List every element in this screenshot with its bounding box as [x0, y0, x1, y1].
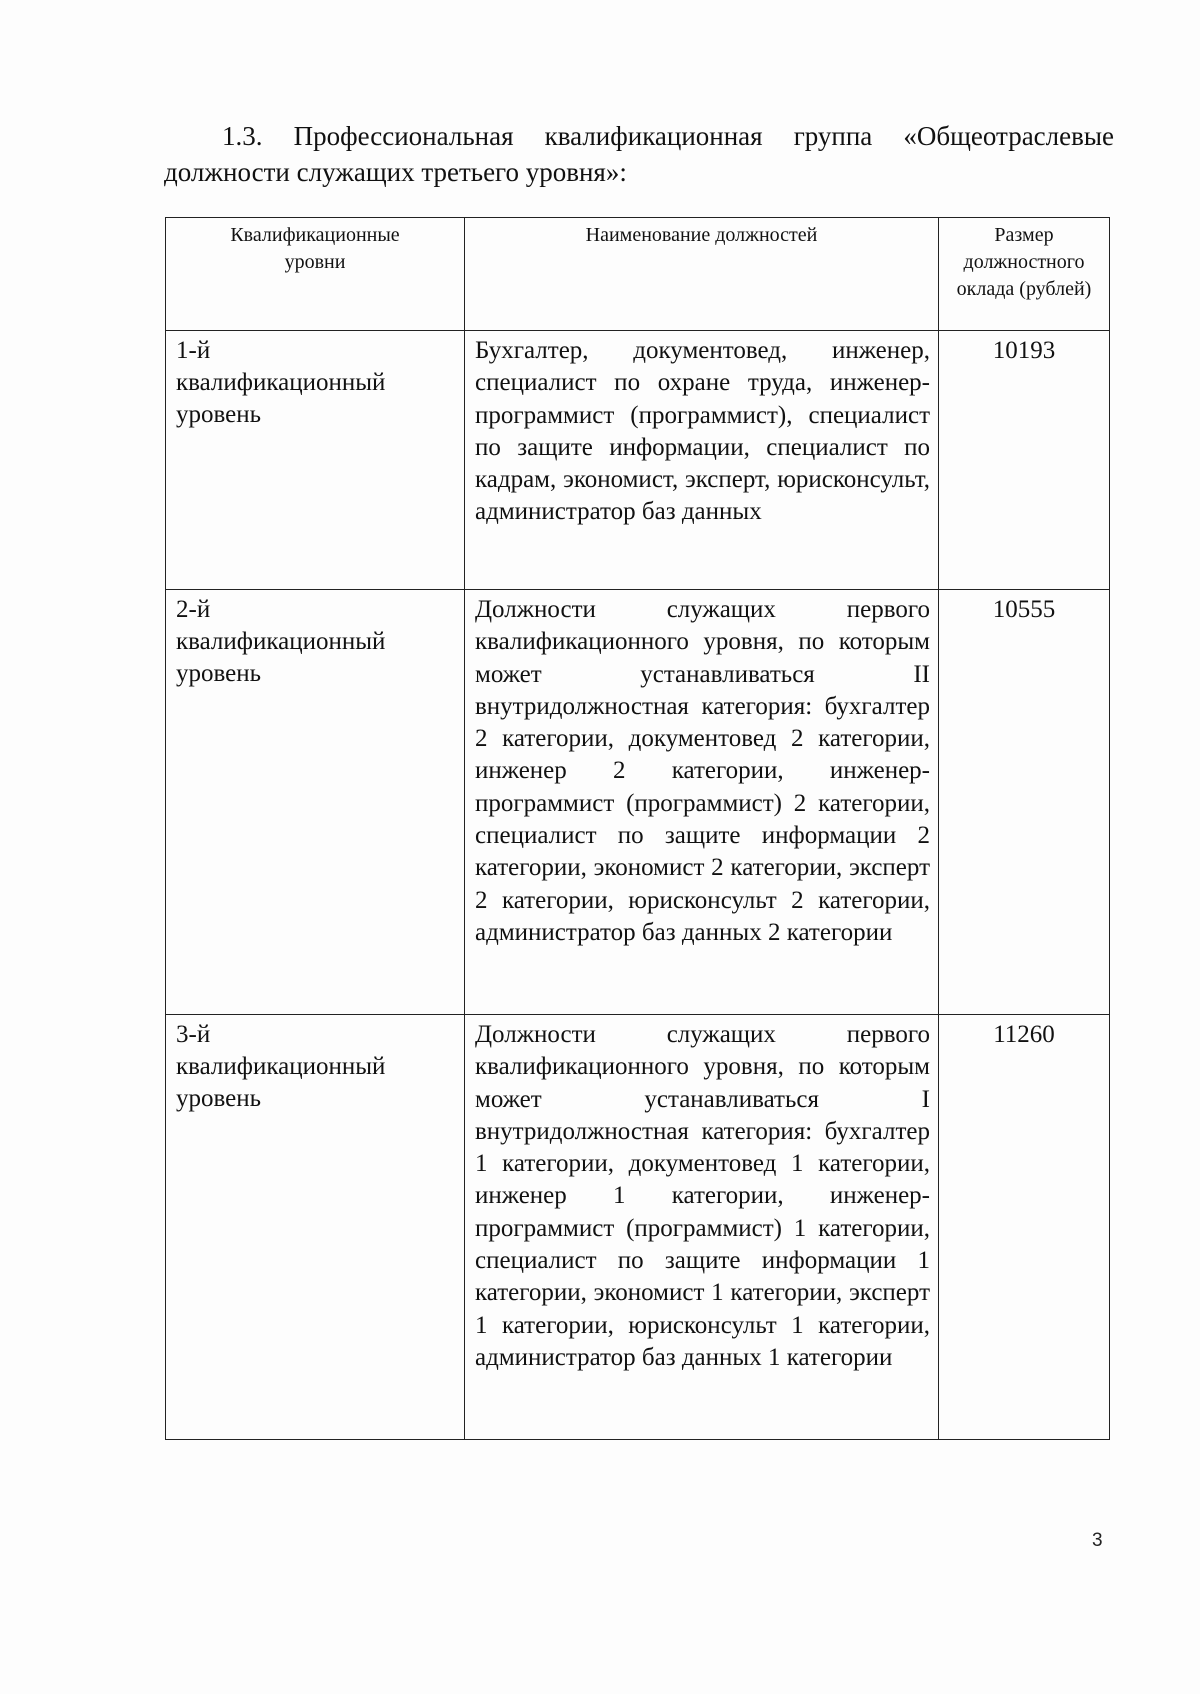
positions-cell: Бухгалтер, документовед, инженер, специалист по охране труда, инженер-программист (программист), специалист по защите информации, специалист по кадрам, экономист, эксперт, юрисконсульт, администратор баз данных — [465, 331, 939, 590]
section-heading: 1.3. Профессиональная квалификационная группа «Общеотраслевые должности служащих третьего уровня»: — [164, 121, 1114, 187]
level-label: 1-й квалификационный уровень — [176, 337, 386, 428]
positions-cell: Должности служащих первого квалификационного уровня, по которым может устанавливаться II внутридолжностная категория: бухгалтер 2 категории, документовед 2 категории, инженер 2 категории, инженер-программист (программист) 2 категории, специалист по защите информации 2 категории, экономист 2 категории, эксперт 2 категории, юрисконсульт 2 категории, администратор баз данных 2 категории — [465, 590, 939, 1015]
table-row — [166, 1015, 1110, 1440]
level-label: 3-й квалификационный уровень — [176, 1021, 386, 1112]
header-positions — [465, 218, 939, 331]
header-positions-label: Наименование должностей — [585, 224, 818, 246]
page-number: 3 — [1092, 1530, 1103, 1551]
salary-cell: 11260 — [939, 1015, 1110, 1440]
level-label: 2-й квалификационный уровень — [176, 596, 386, 687]
header-salary-label: Размер должностного оклада (рублей) — [956, 224, 1092, 300]
level-cell — [166, 1015, 465, 1440]
header-salary — [939, 218, 1110, 331]
table-row — [166, 590, 1110, 1015]
positions-cell: Должности служащих первого квалификационного уровня, по которым может устанавливаться I внутридолжностная категория: бухгалтер 1 категории, документовед 1 категории, инженер 1 категории, инженер-программист (программист) 1 категории, специалист по защите информации 1 категории, экономист 1 категории, эксперт 1 категории, юрисконсульт 1 категории, администратор баз данных 1 категории — [465, 1015, 939, 1440]
table-header-row — [166, 218, 1110, 331]
table-row — [166, 331, 1110, 590]
salary-cell: 10193 — [939, 331, 1110, 590]
header-levels — [166, 218, 465, 331]
qualification-table — [165, 217, 1110, 1440]
header-levels-label: Квалификационные уровни — [230, 224, 400, 273]
level-cell — [166, 331, 465, 590]
salary-cell: 10555 — [939, 590, 1110, 1015]
level-cell — [166, 590, 465, 1015]
